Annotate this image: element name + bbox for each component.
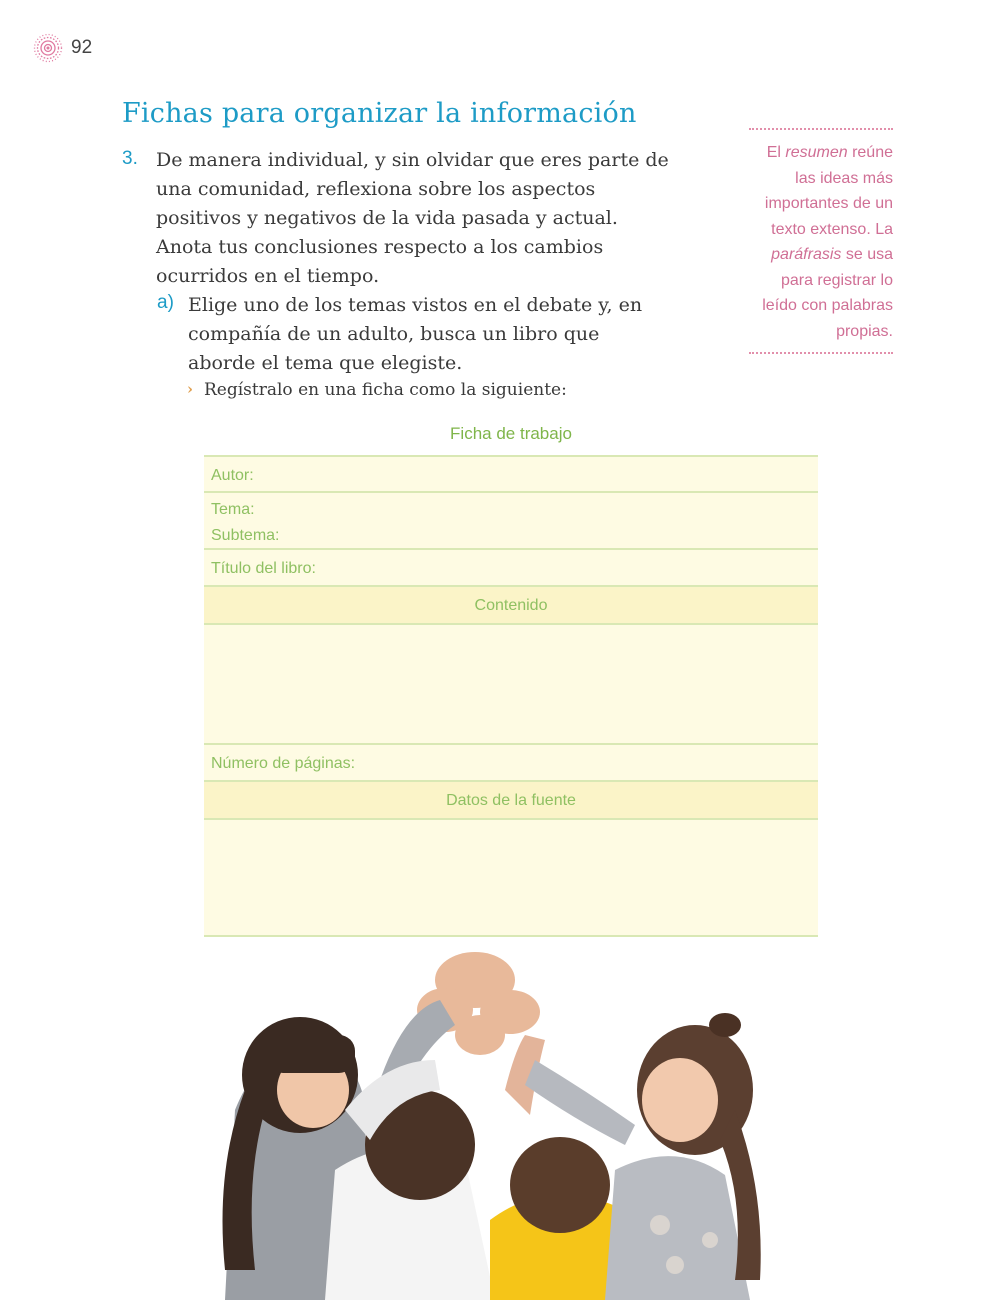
fuente-area (204, 820, 818, 937)
field-titulo (204, 550, 818, 587)
section-contenido-header (204, 587, 818, 625)
field-autor (204, 455, 818, 493)
page-header (33, 33, 92, 63)
field-label: Número de páginas: (211, 755, 356, 772)
section-label: Datos de la fuente (446, 792, 576, 809)
section-fuente-header (204, 782, 818, 820)
field-label: Título del libro: (211, 560, 316, 577)
section-title: Fichas para organizar la información (122, 98, 637, 129)
ficha-card (204, 455, 818, 937)
subquestion-label: a) (157, 292, 174, 313)
card-title: Ficha de trabajo (450, 424, 572, 443)
mandala-icon (33, 33, 63, 63)
question-number: 3. (122, 148, 138, 169)
note-text: se usa para registrar lo leído con palabras propias. (762, 246, 893, 340)
note-text: El (766, 144, 786, 161)
contenido-area (204, 625, 818, 745)
field-subtema: Subtema: (211, 527, 280, 544)
sidebar-note (749, 128, 893, 354)
field-label: Autor: (211, 467, 254, 484)
field-paginas (204, 745, 818, 782)
bullet-text: Regístralo en una ficha como la siguiente: (204, 380, 567, 400)
field-tema: Tema: (211, 501, 255, 518)
bullet-icon: › (187, 380, 193, 398)
page-number: 92 (71, 37, 93, 58)
subquestion-text: Elige uno de los temas vistos en el debate y, en compañía de un adulto, busca un libro que aborde el tema que elegiste. (188, 294, 643, 374)
children-photo (205, 940, 785, 1300)
note-term-parafrasis: paráfrasis (771, 246, 842, 263)
note-term-resumen: resumen (785, 144, 848, 161)
note-text: reúne las ideas más importantes de un texto extenso. La (764, 144, 893, 238)
section-label: Contenido (474, 597, 548, 614)
field-tema-subtema (204, 493, 818, 550)
question-text: De manera individual, y sin olvidar que eres parte de una comunidad, reflexiona sobre los aspectos positivos y negativos de la vida pasada y actual. Anota tus conclusiones respecto a los cambios ocurridos en el tiempo. (156, 149, 669, 287)
